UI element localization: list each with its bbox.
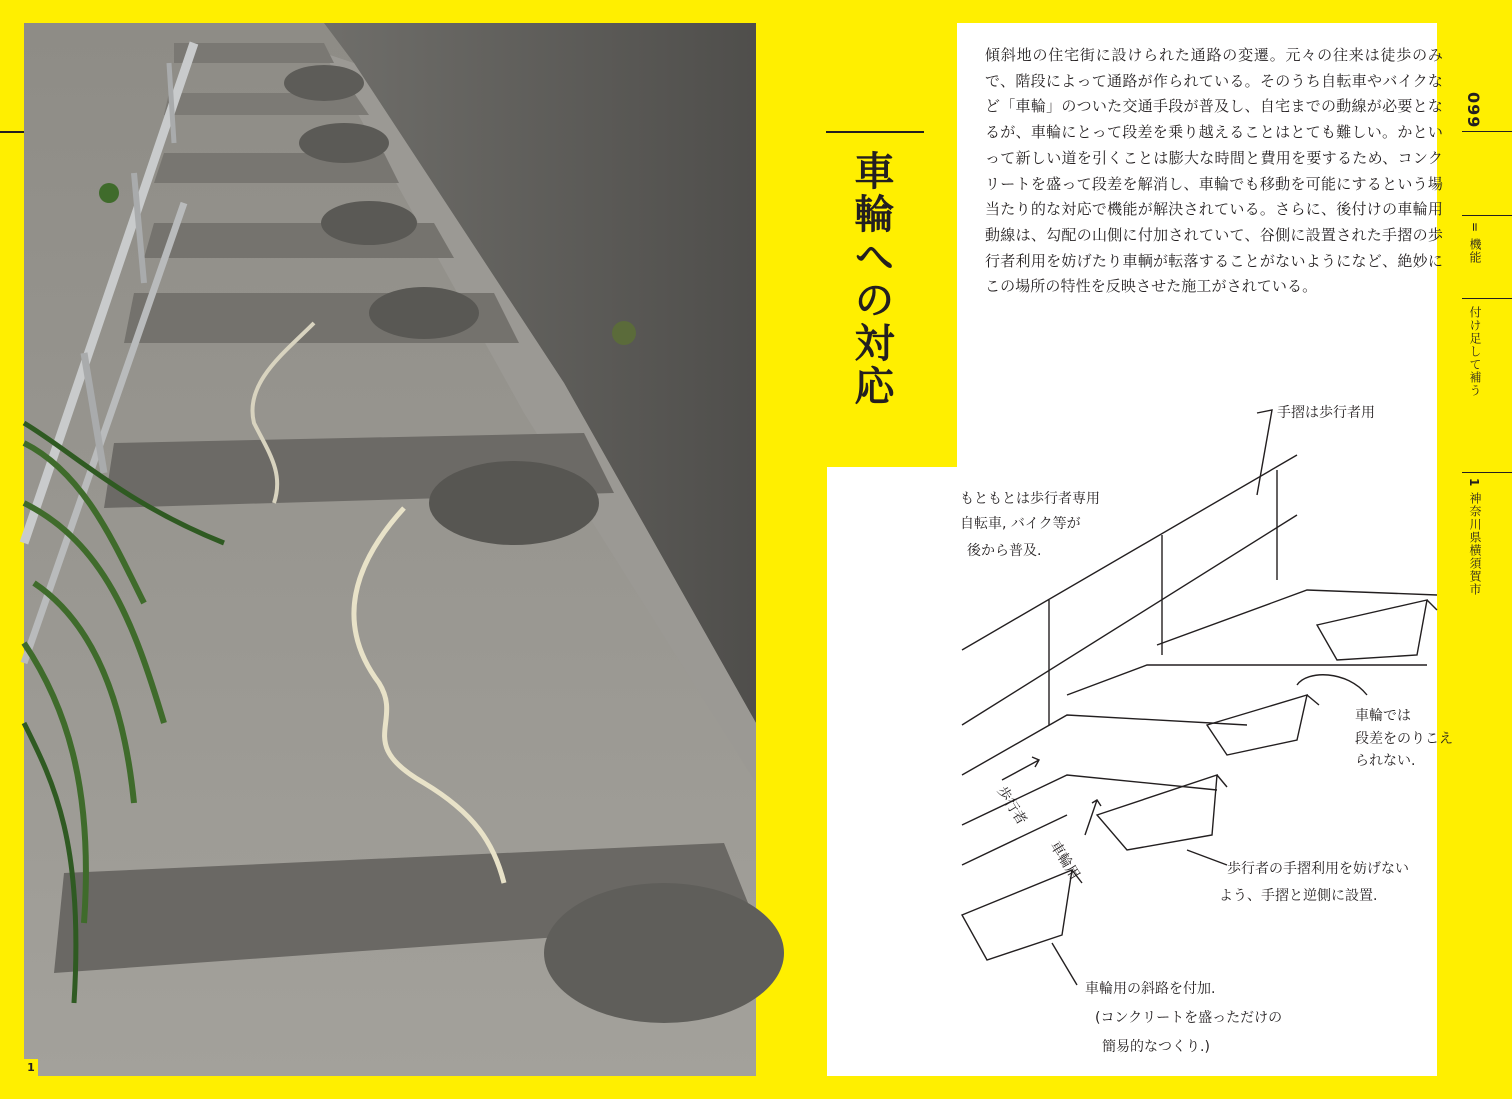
note-middle-1: 歩行者の手摺利用を妨げない (1227, 861, 1409, 877)
title-rule (826, 131, 924, 133)
sidebar-location-number (1467, 478, 1481, 487)
sidebar-category: = 機能 (1468, 222, 1482, 264)
body-paragraph: 傾斜地の住宅街に設けられた通路の変遷。元々の往来は徒歩のみで、階段によって通路が作られている。そのうち自転車やバイクなど「車輪」のついた交通手段が普及し、自宅までの動線が必要となるが、車輪にとって段差を乗り越えることはとても難しい。かといって新しい道を引くことは膨大な時間と費用を要するため、コンクリートを盛って段差を解消し、車輪でも移動を可能にするという場当たり的な対応で機能が解決されている。さらに、後付けの車輪用動線は、勾配の山側に付加されていて、谷側に設置された手摺の歩行者利用を妨げたり車輌が転落することがないようになど、絶妙にこの場所の特性を反映させた施工がされている。 (985, 46, 1443, 296)
label-walk: 歩行者 (993, 783, 1030, 828)
note-left-2: 自転車, バイク等が (960, 516, 1081, 532)
sketch-drawing (827, 395, 1453, 1075)
note-left-3: 後から普及. (967, 543, 1042, 559)
sidebar-rule-3 (1462, 298, 1512, 299)
note-right-3: られない. (1355, 753, 1416, 769)
sidebar-rule-1 (1462, 131, 1512, 132)
left-margin-rule (0, 131, 24, 133)
page-number: 099 (1464, 92, 1483, 129)
sidebar-section: 付け足して補う (1468, 306, 1482, 397)
sidebar-rule-4 (1462, 472, 1512, 473)
location-number: 1 (1467, 478, 1481, 488)
note-right-2: 段差をのりこえ (1355, 731, 1453, 747)
note-middle-2: よう、手摺と逆側に設置. (1219, 888, 1378, 904)
photo-illustration (24, 23, 756, 1076)
page-title: 車輪への対応 (848, 150, 894, 408)
note-handrail: 手摺は歩行者用 (1277, 405, 1375, 421)
stair-ramp-photo (24, 23, 756, 1076)
note-bottom-1: 車輪用の斜路を付加. (1085, 981, 1216, 997)
note-bottom-2: (コンクリートを盛っただけの (1095, 1010, 1283, 1026)
note-left-1: もともとは歩行者専用 (960, 491, 1100, 507)
sidebar-location: 神奈川県横須賀市 (1468, 492, 1482, 596)
photo-number: 1 (24, 1059, 38, 1076)
note-bottom-3: 簡易的なつくり.) (1102, 1039, 1210, 1055)
sidebar-rule-2 (1462, 215, 1512, 216)
label-wheel: 車輪用 (1046, 838, 1083, 883)
note-right-1: 車輪では (1355, 708, 1411, 724)
